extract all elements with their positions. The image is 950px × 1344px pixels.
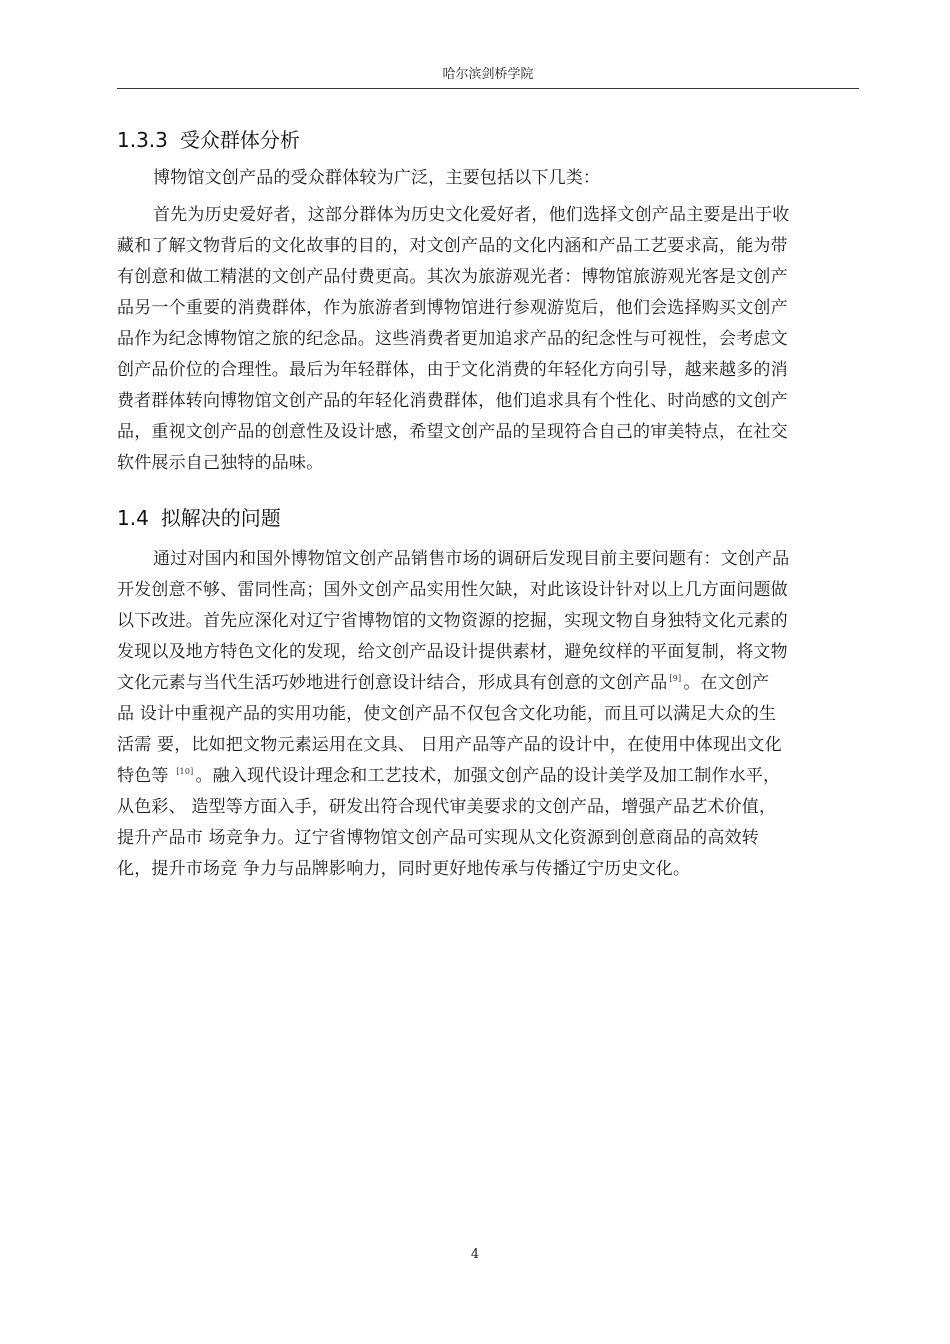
paragraph-line: 软件展示自己独特的品味。 bbox=[117, 453, 324, 473]
paragraph-line: 藏和了解文物背后的文化故事的目的，对文创产品的文化内涵和产品工艺要求高，能为带 bbox=[117, 236, 788, 256]
section-heading-1-4 bbox=[117, 504, 281, 532]
section-number: 1.4 bbox=[117, 506, 149, 530]
paragraph-problems bbox=[117, 544, 859, 885]
section-title: 拟解决的问题 bbox=[160, 506, 281, 530]
paragraph-line: 有创意和做工精湛的文创产品付费更高。其次为旅游观光者：博物馆旅游观光客是文创产 bbox=[117, 267, 788, 287]
paragraph-line: 发现以及地方特色文化的发现，给文创产品设计提供素材，避免纹样的平面复制，将文物 bbox=[117, 642, 788, 662]
paragraph-line: 通过对国内和国外博物馆文创产品销售市场的调研后发现目前主要问题有：文创产品 bbox=[153, 549, 790, 569]
line-text: 。融入现代设计理念和工艺技术，加强文创产品的设计美学及加工制作水平， bbox=[195, 766, 781, 786]
paragraph-line: 从色彩、 造型等方面入手，研发出符合现代审美要求的文创产品，增强产品艺术价值， bbox=[117, 797, 777, 817]
paragraph-line: 化，提升市场竞 争力与品牌影响力，同时更好地传承与传播辽宁历史文化。 bbox=[117, 859, 691, 879]
paragraph-line: 以下改进。首先应深化对辽宁省博物馆的文物资源的挖掘，实现文物自身独特文化元素的 bbox=[117, 611, 788, 631]
line-text: 特色等 bbox=[117, 766, 169, 786]
paragraph-line: 品，重视文创产品的创意性及设计感，希望文创产品的呈现符合自己的审美特点，在社交 bbox=[117, 422, 788, 442]
paragraph-line: 博物馆文创产品的受众群体较为广泛，主要包括以下几类： bbox=[153, 168, 601, 188]
paragraph-intro bbox=[117, 163, 859, 194]
running-header: 哈尔滨剑桥学院 bbox=[442, 67, 534, 82]
paragraph-line: 费者群体转向博物馆文创产品的年轻化消费群体，他们追求具有个性化、时尚感的文创产 bbox=[117, 391, 788, 411]
page-number: 4 bbox=[470, 1247, 480, 1262]
line-text: 。在文创产 bbox=[683, 673, 770, 693]
paragraph-line: 活需 要，比如把文物元素运用在文具、 日用产品等产品的设计中，在使用中体现出文化 bbox=[117, 735, 782, 755]
paragraph-line: 首先为历史爱好者，这部分群体为历史文化爱好者，他们选择文创产品主要是出于收 bbox=[153, 205, 790, 225]
section-number: 1.3.3 bbox=[117, 128, 168, 152]
paragraph-line: 开发创意不够、雷同性高；国外文创产品实用性欠缺，对此该设计针对以上几方面问题做 bbox=[117, 580, 788, 600]
citation-marker: [9] bbox=[669, 674, 682, 684]
line-text: 文化元素与当代生活巧妙地进行创意设计结合，形成具有创意的文创产品 bbox=[117, 673, 668, 693]
paragraph-line: 创产品价位的合理性。最后为年轻群体，由于文化消费的年轻化方向引导，越来越多的消 bbox=[117, 360, 788, 380]
paragraph-line: 品 设计中重视产品的实用功能，使文创产品不仅包含文化功能，而且可以满足大众的生 bbox=[117, 704, 777, 724]
header-divider bbox=[117, 88, 859, 89]
paragraph-audience bbox=[117, 200, 859, 479]
paragraph-line: 品作为纪念博物馆之旅的纪念品。这些消费者更加追求产品的纪念性与可视性，会考虑文 bbox=[117, 329, 788, 349]
section-heading-1-3-3 bbox=[117, 126, 300, 154]
paragraph-line: 提升产品市 场竞争力。辽宁省博物馆文创产品可实现从文化资源到创意商品的高效转 bbox=[117, 828, 760, 848]
paragraph-line bbox=[117, 668, 859, 699]
citation-marker: [10] bbox=[176, 767, 194, 777]
paragraph-line: 品另一个重要的消费群体，作为旅游者到博物馆进行参观游览后，他们会选择购买文创产 bbox=[117, 298, 788, 318]
section-title: 受众群体分析 bbox=[179, 128, 300, 152]
paragraph-line bbox=[117, 761, 859, 792]
